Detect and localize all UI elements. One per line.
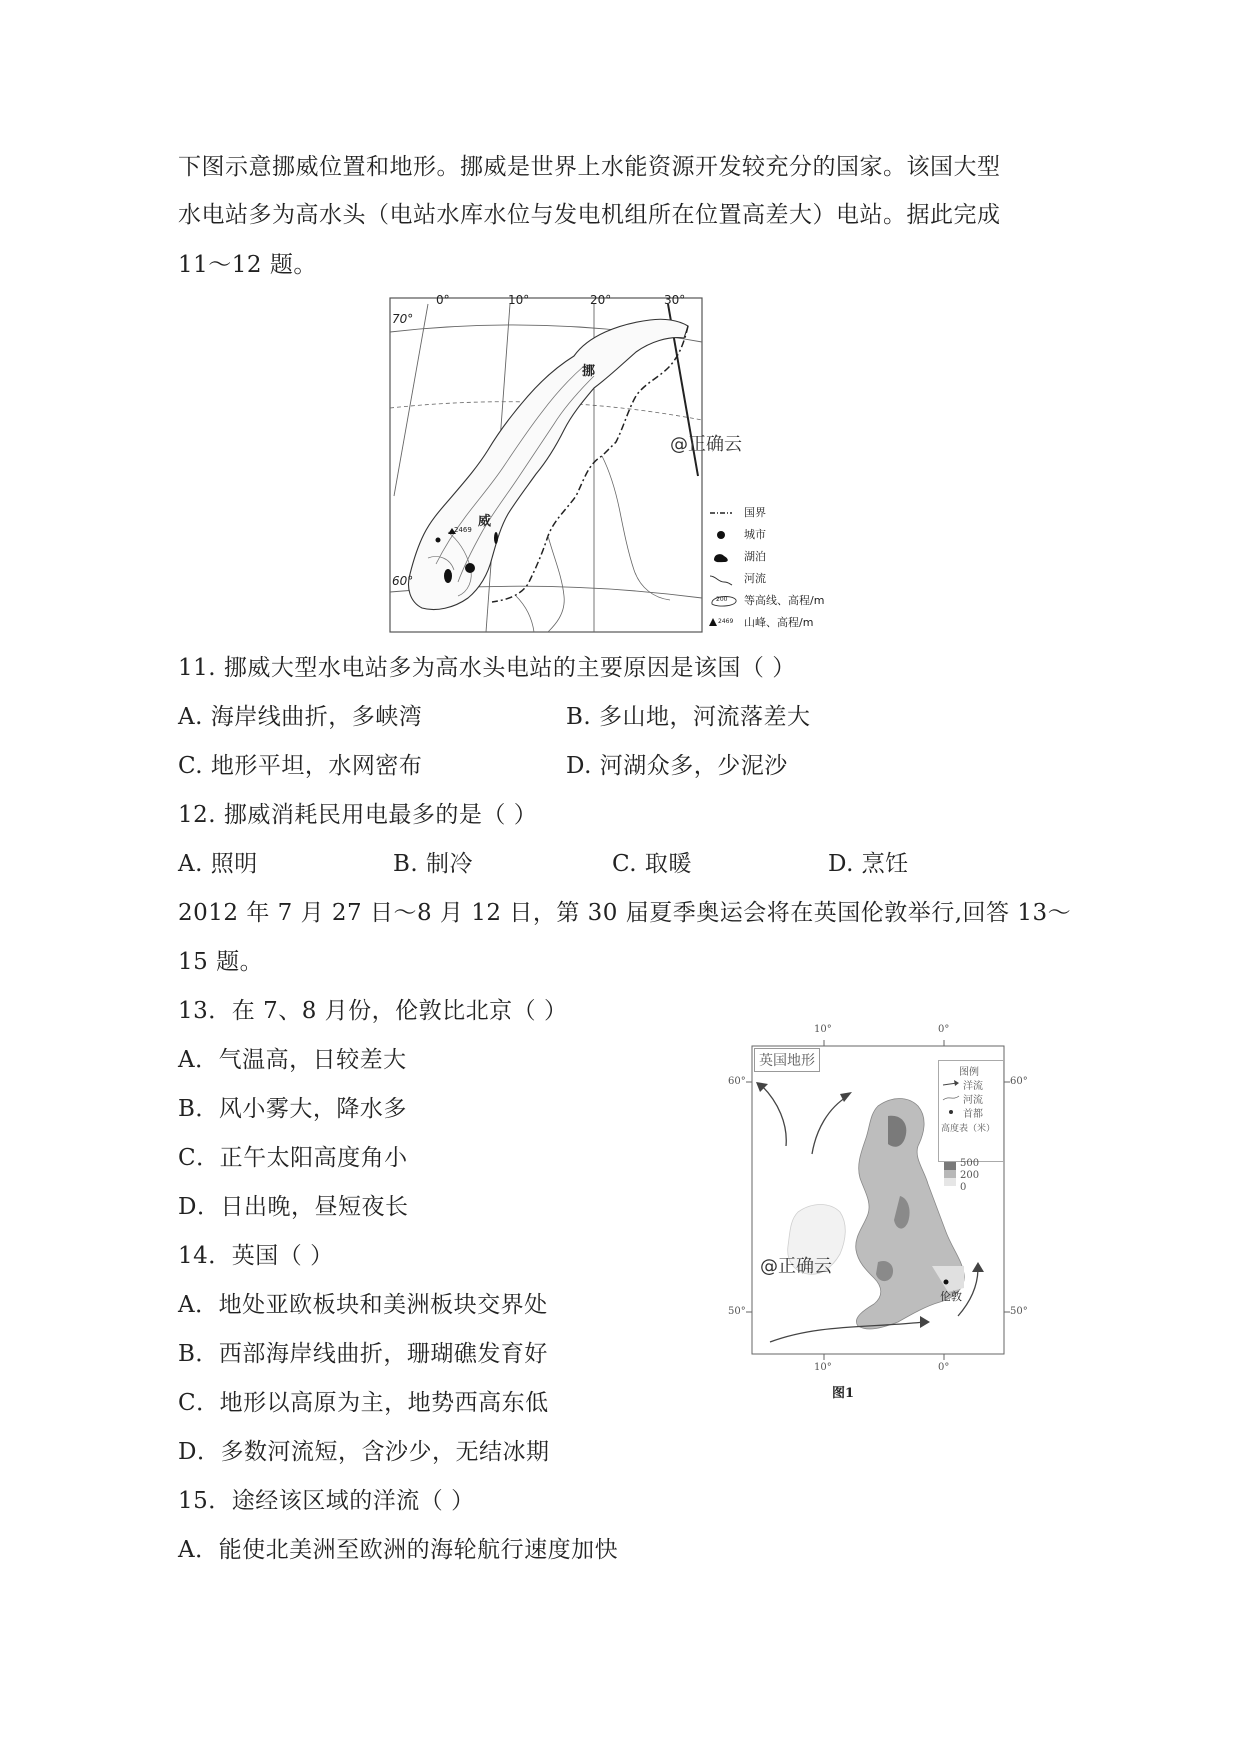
intro2-line-1: 2012 年 7 月 27 日～8 月 12 日，第 30 届夏季奥运会将在英国伦敦举行,回答 13～ (178, 900, 1072, 926)
lake-icon (708, 550, 734, 564)
figure-caption: 图1 (832, 1386, 855, 1401)
capital-dot-icon (941, 1107, 961, 1117)
elevation-0: 0 (960, 1182, 967, 1193)
capital-dot-icon (944, 1280, 949, 1285)
city-dot-icon (465, 563, 475, 573)
q15-stem: 15．途经该区域的洋流（ ） (178, 1488, 475, 1514)
q11-option-a: A. 海岸线曲折，多峡湾 (178, 704, 423, 730)
london-label: 伦敦 (940, 1290, 962, 1303)
legend-item-peak: 2469 山峰、高程/m (708, 612, 848, 634)
uk-lat-60-right: 60° (1010, 1076, 1028, 1087)
lon-0-label: 0° (436, 293, 450, 307)
q12-option-d: D. 烹饪 (828, 851, 909, 877)
q13-option-a: A．气温高，日较差大 (178, 1047, 407, 1073)
elevation-500: 500 (960, 1158, 980, 1169)
q14-option-c: C．地形以高原为主，地势西高东低 (178, 1390, 549, 1416)
q14-option-b: B．西部海岸线曲折，珊瑚礁发育好 (178, 1341, 548, 1367)
q11-option-c: C. 地形平坦，水网密布 (178, 753, 423, 779)
q14-stem: 14．英国（ ） (178, 1243, 334, 1269)
intro-line-2: 水电站多为高水头（电站水库水位与发电机组所在位置高差大）电站。据此完成 (178, 202, 1001, 228)
border-dash-dot-icon (708, 506, 734, 520)
peak-elevation-label: 2469 (454, 526, 472, 534)
q14-option-a: A．地处亚欧板块和美洲板块交界处 (178, 1292, 548, 1318)
legend-item-river: 河流 (708, 568, 848, 590)
q12-option-a: A. 照明 (178, 851, 258, 877)
legend-item-contour: 200 等高线、高程/m (708, 590, 848, 612)
lon-10-label: 10° (508, 293, 530, 307)
q12-option-b: B. 制冷 (393, 851, 474, 877)
lon-20-label: 20° (590, 293, 612, 307)
watermark: @正确云 (760, 1256, 832, 1277)
peak-triangle-icon (708, 616, 718, 630)
uk-map-title: 英国地形 (754, 1048, 820, 1072)
norway-map-figure (388, 293, 848, 636)
country-char-1: 挪 (582, 364, 596, 379)
q12-option-c: C. 取暖 (612, 851, 692, 877)
uk-lon-0-bottom: 0° (938, 1362, 950, 1373)
q15-option-a: A．能使北美洲至欧洲的海轮航行速度加快 (178, 1537, 619, 1563)
q11-option-b: B. 多山地，河流落差大 (566, 704, 811, 730)
intro-line-3: 11～12 题。 (178, 252, 317, 278)
watermark: @正确云 (670, 434, 742, 455)
city-dot-icon (708, 528, 734, 542)
river-icon (941, 1093, 961, 1103)
river-icon (708, 572, 734, 586)
uk-map-figure (728, 1026, 1028, 1406)
q14-option-d: D．多数河流短，含沙少，无结冰期 (178, 1439, 550, 1465)
q13-option-d: D．日出晚，昼短夜长 (178, 1194, 409, 1220)
uk-lat-50-left: 50° (728, 1306, 746, 1317)
uk-lat-50-right: 50° (1010, 1306, 1028, 1317)
q13-option-b: B．风小雾大，降水多 (178, 1096, 407, 1122)
q13-option-c: C．正午太阳高度角小 (178, 1145, 408, 1171)
legend-item-border: 国界 (708, 502, 848, 524)
country-char-2: 威 (478, 514, 492, 529)
lake-icon (444, 569, 452, 583)
legend-item-city: 城市 (708, 524, 848, 546)
q12-stem: 12. 挪威消耗民用电最多的是（ ） (178, 802, 538, 828)
uk-map-legend: 图例 洋流 河流 首都 高度表（米） (938, 1060, 1004, 1162)
uk-lon-0-top: 0° (938, 1024, 950, 1035)
lon-30-label: 30° (664, 293, 686, 307)
intro2-line-2: 15 题。 (178, 949, 264, 975)
intro-line-1: 下图示意挪威位置和地形。挪威是世界上水能资源开发较充分的国家。该国大型 (178, 154, 1001, 180)
q11-option-d: D. 河湖众多，少泥沙 (566, 753, 788, 779)
elevation-swatch-0 (944, 1178, 956, 1186)
lat-70-label: 70° (392, 312, 414, 326)
q13-stem: 13．在 7、8 月份，伦敦比北京（ ） (178, 998, 568, 1024)
elevation-swatch-500 (944, 1162, 956, 1170)
lat-60-label: 60° (392, 574, 414, 588)
legend-item-lake: 湖泊 (708, 546, 848, 568)
legend-title: 图例 (959, 1067, 979, 1078)
uk-lat-60-left: 60° (728, 1076, 746, 1087)
map1-legend (708, 502, 848, 634)
uk-lon-10-bottom: 10° (814, 1362, 832, 1373)
uk-lon-10-top: 10° (814, 1024, 832, 1035)
ocean-current-arrow-icon (941, 1079, 961, 1089)
elevation-200: 200 (960, 1170, 980, 1181)
elevation-swatch-200 (944, 1170, 956, 1178)
q11-stem: 11. 挪威大型水电站多为高水头电站的主要原因是该国（ ） (178, 655, 796, 681)
elevation-title: 高度表（米） (941, 1124, 996, 1134)
